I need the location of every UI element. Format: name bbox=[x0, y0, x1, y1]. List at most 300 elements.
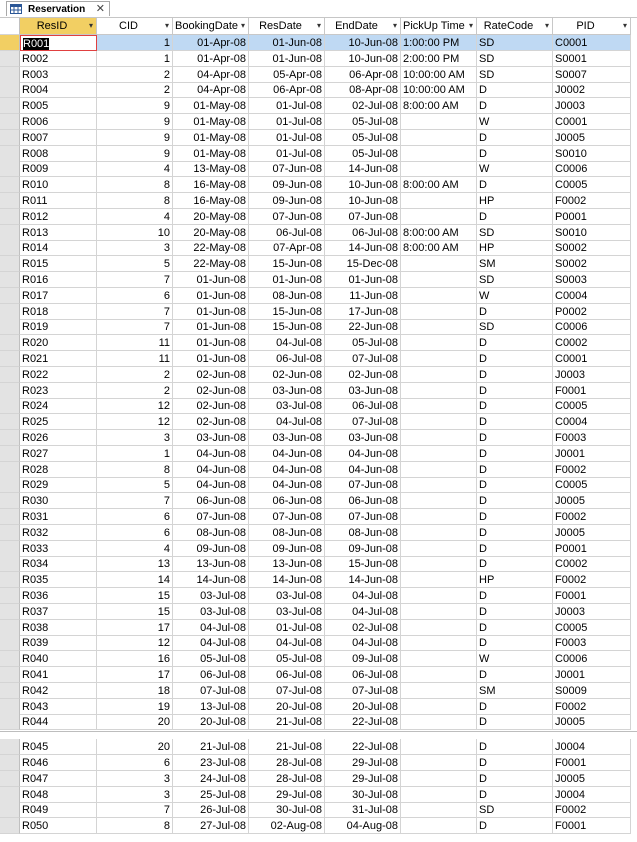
cell-resdate[interactable] bbox=[249, 319, 325, 335]
row-selector[interactable] bbox=[0, 304, 20, 320]
row-selector[interactable] bbox=[0, 493, 20, 509]
cell-resid[interactable] bbox=[20, 755, 97, 771]
cell-pid[interactable] bbox=[553, 146, 631, 162]
table-row[interactable] bbox=[0, 714, 637, 730]
cell-pickup-time[interactable] bbox=[401, 739, 477, 755]
cell-ratecode[interactable] bbox=[477, 462, 553, 478]
cell-resdate[interactable] bbox=[249, 304, 325, 320]
table-row[interactable] bbox=[0, 604, 637, 620]
cell-enddate[interactable] bbox=[325, 667, 401, 683]
cell-enddate[interactable] bbox=[325, 714, 401, 730]
cell-cid[interactable] bbox=[97, 383, 173, 399]
cell-pickup-time[interactable] bbox=[401, 509, 477, 525]
row-selector[interactable] bbox=[0, 240, 20, 256]
row-selector[interactable] bbox=[0, 604, 20, 620]
cell-pid[interactable] bbox=[553, 351, 631, 367]
table-row[interactable] bbox=[0, 98, 637, 114]
cell-enddate[interactable] bbox=[325, 51, 401, 67]
cell-ratecode[interactable] bbox=[477, 272, 553, 288]
cell-enddate[interactable] bbox=[325, 683, 401, 699]
cell-resdate[interactable] bbox=[249, 651, 325, 667]
cell-ratecode[interactable] bbox=[477, 541, 553, 557]
cell-cid[interactable] bbox=[97, 635, 173, 651]
cell-bookingdate[interactable] bbox=[173, 699, 249, 715]
filter-dropdown-icon[interactable]: ▾ bbox=[392, 21, 397, 30]
cell-ratecode[interactable] bbox=[477, 161, 553, 177]
cell-pickup-time[interactable] bbox=[401, 588, 477, 604]
cell-pid[interactable] bbox=[553, 225, 631, 241]
cell-cid[interactable] bbox=[97, 667, 173, 683]
cell-resdate[interactable] bbox=[249, 699, 325, 715]
cell-pid[interactable] bbox=[553, 572, 631, 588]
cell-ratecode[interactable] bbox=[477, 335, 553, 351]
cell-bookingdate[interactable] bbox=[173, 714, 249, 730]
cell-enddate[interactable] bbox=[325, 146, 401, 162]
table-row[interactable] bbox=[0, 256, 637, 272]
cell-pickup-time[interactable] bbox=[401, 383, 477, 399]
cell-enddate[interactable] bbox=[325, 525, 401, 541]
cell-enddate[interactable] bbox=[325, 493, 401, 509]
cell-ratecode[interactable] bbox=[477, 414, 553, 430]
select-all-corner[interactable] bbox=[0, 18, 20, 35]
cell-resid[interactable] bbox=[20, 383, 97, 399]
row-selector[interactable] bbox=[0, 225, 20, 241]
cell-pickup-time[interactable] bbox=[401, 51, 477, 67]
cell-pid[interactable] bbox=[553, 304, 631, 320]
cell-pid[interactable] bbox=[553, 509, 631, 525]
cell-resdate[interactable] bbox=[249, 588, 325, 604]
cell-cid[interactable] bbox=[97, 477, 173, 493]
row-selector[interactable] bbox=[0, 161, 20, 177]
cell-cid[interactable] bbox=[97, 193, 173, 209]
cell-pid[interactable] bbox=[553, 818, 631, 834]
cell-bookingdate[interactable] bbox=[173, 98, 249, 114]
row-selector[interactable] bbox=[0, 272, 20, 288]
cell-resdate[interactable] bbox=[249, 430, 325, 446]
cell-ratecode[interactable] bbox=[477, 146, 553, 162]
cell-resdate[interactable] bbox=[249, 67, 325, 83]
table-row[interactable] bbox=[0, 51, 637, 67]
row-selector[interactable] bbox=[0, 787, 20, 803]
cell-resid[interactable] bbox=[20, 739, 97, 755]
cell-resid[interactable] bbox=[20, 541, 97, 557]
table-row[interactable] bbox=[0, 319, 637, 335]
row-selector[interactable] bbox=[0, 35, 20, 51]
table-row[interactable] bbox=[0, 771, 637, 787]
cell-bookingdate[interactable] bbox=[173, 572, 249, 588]
cell-resid[interactable] bbox=[20, 493, 97, 509]
cell-bookingdate[interactable] bbox=[173, 177, 249, 193]
cell-cid[interactable] bbox=[97, 35, 173, 51]
table-row[interactable] bbox=[0, 739, 637, 755]
cell-ratecode[interactable] bbox=[477, 114, 553, 130]
cell-resdate[interactable] bbox=[249, 541, 325, 557]
cell-pid[interactable] bbox=[553, 604, 631, 620]
cell-cid[interactable] bbox=[97, 818, 173, 834]
column-header-resid[interactable] bbox=[20, 18, 97, 35]
cell-pickup-time[interactable] bbox=[401, 462, 477, 478]
cell-resdate[interactable] bbox=[249, 462, 325, 478]
cell-pid[interactable] bbox=[553, 683, 631, 699]
cell-pickup-time[interactable] bbox=[401, 604, 477, 620]
cell-resid[interactable] bbox=[20, 146, 97, 162]
filter-dropdown-icon[interactable]: ▾ bbox=[544, 21, 549, 30]
cell-pid[interactable] bbox=[553, 272, 631, 288]
cell-resdate[interactable] bbox=[249, 383, 325, 399]
cell-enddate[interactable] bbox=[325, 240, 401, 256]
cell-pickup-time[interactable] bbox=[401, 683, 477, 699]
cell-cid[interactable] bbox=[97, 256, 173, 272]
table-row[interactable] bbox=[0, 114, 637, 130]
cell-pid[interactable] bbox=[553, 755, 631, 771]
cell-ratecode[interactable] bbox=[477, 572, 553, 588]
cell-pickup-time[interactable] bbox=[401, 367, 477, 383]
cell-pickup-time[interactable] bbox=[401, 635, 477, 651]
cell-resid[interactable] bbox=[20, 414, 97, 430]
filter-dropdown-icon[interactable]: ▾ bbox=[622, 21, 627, 30]
cell-resid[interactable] bbox=[20, 651, 97, 667]
row-selector[interactable] bbox=[0, 130, 20, 146]
cell-ratecode[interactable] bbox=[477, 818, 553, 834]
cell-ratecode[interactable] bbox=[477, 67, 553, 83]
cell-pickup-time[interactable] bbox=[401, 240, 477, 256]
cell-bookingdate[interactable] bbox=[173, 35, 249, 51]
row-selector[interactable] bbox=[0, 818, 20, 834]
cell-pid[interactable] bbox=[553, 367, 631, 383]
filter-dropdown-icon[interactable]: ▾ bbox=[88, 21, 93, 30]
cell-pickup-time[interactable] bbox=[401, 525, 477, 541]
cell-resid[interactable] bbox=[20, 525, 97, 541]
row-selector[interactable] bbox=[0, 525, 20, 541]
cell-enddate[interactable] bbox=[325, 398, 401, 414]
row-selector[interactable] bbox=[0, 288, 20, 304]
cell-pickup-time[interactable] bbox=[401, 556, 477, 572]
cell-pickup-time[interactable] bbox=[401, 288, 477, 304]
row-selector[interactable] bbox=[0, 446, 20, 462]
cell-bookingdate[interactable] bbox=[173, 225, 249, 241]
cell-enddate[interactable] bbox=[325, 272, 401, 288]
cell-pid[interactable] bbox=[553, 256, 631, 272]
cell-bookingdate[interactable] bbox=[173, 755, 249, 771]
table-row[interactable] bbox=[0, 146, 637, 162]
cell-bookingdate[interactable] bbox=[173, 541, 249, 557]
cell-resdate[interactable] bbox=[249, 604, 325, 620]
cell-resdate[interactable] bbox=[249, 414, 325, 430]
cell-cid[interactable] bbox=[97, 493, 173, 509]
cell-resid[interactable] bbox=[20, 556, 97, 572]
cell-pickup-time[interactable] bbox=[401, 98, 477, 114]
table-row[interactable] bbox=[0, 414, 637, 430]
cell-resid[interactable] bbox=[20, 35, 97, 51]
cell-enddate[interactable] bbox=[325, 193, 401, 209]
cell-pid[interactable] bbox=[553, 802, 631, 818]
cell-pickup-time[interactable] bbox=[401, 398, 477, 414]
cell-pid[interactable] bbox=[553, 51, 631, 67]
row-selector[interactable] bbox=[0, 771, 20, 787]
cell-pickup-time[interactable] bbox=[401, 541, 477, 557]
cell-resdate[interactable] bbox=[249, 272, 325, 288]
cell-ratecode[interactable] bbox=[477, 755, 553, 771]
cell-enddate[interactable] bbox=[325, 414, 401, 430]
row-selector[interactable] bbox=[0, 509, 20, 525]
cell-enddate[interactable] bbox=[325, 430, 401, 446]
cell-ratecode[interactable] bbox=[477, 588, 553, 604]
cell-pid[interactable] bbox=[553, 620, 631, 636]
cell-cid[interactable] bbox=[97, 683, 173, 699]
cell-pid[interactable] bbox=[553, 430, 631, 446]
cell-ratecode[interactable] bbox=[477, 802, 553, 818]
cell-pickup-time[interactable] bbox=[401, 572, 477, 588]
cell-resdate[interactable] bbox=[249, 209, 325, 225]
cell-cid[interactable] bbox=[97, 699, 173, 715]
row-selector[interactable] bbox=[0, 414, 20, 430]
table-row[interactable] bbox=[0, 667, 637, 683]
row-selector[interactable] bbox=[0, 67, 20, 83]
cell-enddate[interactable] bbox=[325, 802, 401, 818]
column-header-pid[interactable] bbox=[553, 18, 631, 35]
cell-enddate[interactable] bbox=[325, 635, 401, 651]
cell-cid[interactable] bbox=[97, 771, 173, 787]
cell-resid[interactable] bbox=[20, 683, 97, 699]
cell-bookingdate[interactable] bbox=[173, 67, 249, 83]
cell-enddate[interactable] bbox=[325, 351, 401, 367]
cell-bookingdate[interactable] bbox=[173, 556, 249, 572]
cell-resid[interactable] bbox=[20, 477, 97, 493]
table-row[interactable] bbox=[0, 430, 637, 446]
cell-cid[interactable] bbox=[97, 240, 173, 256]
cell-resid[interactable] bbox=[20, 787, 97, 803]
cell-resdate[interactable] bbox=[249, 802, 325, 818]
cell-enddate[interactable] bbox=[325, 620, 401, 636]
cell-enddate[interactable] bbox=[325, 177, 401, 193]
cell-bookingdate[interactable] bbox=[173, 683, 249, 699]
row-selector[interactable] bbox=[0, 556, 20, 572]
cell-ratecode[interactable] bbox=[477, 667, 553, 683]
cell-pid[interactable] bbox=[553, 477, 631, 493]
cell-ratecode[interactable] bbox=[477, 209, 553, 225]
cell-enddate[interactable] bbox=[325, 699, 401, 715]
cell-pickup-time[interactable] bbox=[401, 787, 477, 803]
cell-resid[interactable] bbox=[20, 240, 97, 256]
cell-pid[interactable] bbox=[553, 130, 631, 146]
table-row[interactable] bbox=[0, 651, 637, 667]
cell-cid[interactable] bbox=[97, 304, 173, 320]
cell-pickup-time[interactable] bbox=[401, 414, 477, 430]
cell-pid[interactable] bbox=[553, 114, 631, 130]
table-row[interactable] bbox=[0, 272, 637, 288]
cell-enddate[interactable] bbox=[325, 209, 401, 225]
cell-bookingdate[interactable] bbox=[173, 193, 249, 209]
cell-bookingdate[interactable] bbox=[173, 430, 249, 446]
cell-ratecode[interactable] bbox=[477, 446, 553, 462]
table-row[interactable] bbox=[0, 477, 637, 493]
cell-pid[interactable] bbox=[553, 525, 631, 541]
column-header-bookingdate[interactable] bbox=[173, 18, 249, 35]
cell-resid[interactable] bbox=[20, 351, 97, 367]
cell-pickup-time[interactable] bbox=[401, 699, 477, 715]
cell-resdate[interactable] bbox=[249, 335, 325, 351]
cell-resid[interactable] bbox=[20, 699, 97, 715]
cell-resdate[interactable] bbox=[249, 525, 325, 541]
cell-pickup-time[interactable] bbox=[401, 146, 477, 162]
table-row[interactable] bbox=[0, 755, 637, 771]
cell-cid[interactable] bbox=[97, 414, 173, 430]
cell-resdate[interactable] bbox=[249, 446, 325, 462]
cell-resid[interactable] bbox=[20, 98, 97, 114]
cell-enddate[interactable] bbox=[325, 541, 401, 557]
cell-resid[interactable] bbox=[20, 667, 97, 683]
cell-pid[interactable] bbox=[553, 193, 631, 209]
row-selector[interactable] bbox=[0, 193, 20, 209]
cell-resid[interactable] bbox=[20, 509, 97, 525]
cell-enddate[interactable] bbox=[325, 755, 401, 771]
cell-resid[interactable] bbox=[20, 51, 97, 67]
cell-pickup-time[interactable] bbox=[401, 67, 477, 83]
cell-resid[interactable] bbox=[20, 398, 97, 414]
cell-bookingdate[interactable] bbox=[173, 161, 249, 177]
cell-ratecode[interactable] bbox=[477, 240, 553, 256]
cell-cid[interactable] bbox=[97, 130, 173, 146]
row-selector[interactable] bbox=[0, 739, 20, 755]
cell-bookingdate[interactable] bbox=[173, 256, 249, 272]
cell-enddate[interactable] bbox=[325, 114, 401, 130]
table-row[interactable] bbox=[0, 130, 637, 146]
table-row[interactable] bbox=[0, 818, 637, 834]
cell-ratecode[interactable] bbox=[477, 193, 553, 209]
cell-cid[interactable] bbox=[97, 739, 173, 755]
cell-pid[interactable] bbox=[553, 161, 631, 177]
cell-resdate[interactable] bbox=[249, 755, 325, 771]
table-row[interactable] bbox=[0, 556, 637, 572]
cell-resid[interactable] bbox=[20, 304, 97, 320]
cell-bookingdate[interactable] bbox=[173, 146, 249, 162]
row-selector[interactable] bbox=[0, 572, 20, 588]
cell-enddate[interactable] bbox=[325, 98, 401, 114]
cell-pid[interactable] bbox=[553, 714, 631, 730]
cell-enddate[interactable] bbox=[325, 477, 401, 493]
filter-dropdown-icon[interactable]: ▾ bbox=[468, 21, 473, 30]
cell-ratecode[interactable] bbox=[477, 714, 553, 730]
cell-cid[interactable] bbox=[97, 272, 173, 288]
cell-resdate[interactable] bbox=[249, 739, 325, 755]
cell-pickup-time[interactable] bbox=[401, 114, 477, 130]
cell-pickup-time[interactable] bbox=[401, 272, 477, 288]
cell-cid[interactable] bbox=[97, 319, 173, 335]
cell-resdate[interactable] bbox=[249, 82, 325, 98]
cell-enddate[interactable] bbox=[325, 462, 401, 478]
cell-pid[interactable] bbox=[553, 319, 631, 335]
row-selector[interactable] bbox=[0, 802, 20, 818]
tab-reservation[interactable] bbox=[6, 1, 110, 16]
cell-pickup-time[interactable] bbox=[401, 130, 477, 146]
cell-bookingdate[interactable] bbox=[173, 818, 249, 834]
cell-bookingdate[interactable] bbox=[173, 351, 249, 367]
table-row[interactable] bbox=[0, 620, 637, 636]
cell-pid[interactable] bbox=[553, 541, 631, 557]
row-selector[interactable] bbox=[0, 683, 20, 699]
column-header-pickup-time[interactable] bbox=[401, 18, 477, 35]
cell-pickup-time[interactable] bbox=[401, 256, 477, 272]
cell-resid[interactable] bbox=[20, 462, 97, 478]
close-icon[interactable]: ✕ bbox=[95, 3, 105, 15]
table-row[interactable] bbox=[0, 525, 637, 541]
cell-pickup-time[interactable] bbox=[401, 351, 477, 367]
cell-bookingdate[interactable] bbox=[173, 398, 249, 414]
cell-ratecode[interactable] bbox=[477, 35, 553, 51]
cell-ratecode[interactable] bbox=[477, 130, 553, 146]
cell-cid[interactable] bbox=[97, 367, 173, 383]
column-header-enddate[interactable] bbox=[325, 18, 401, 35]
cell-pickup-time[interactable] bbox=[401, 667, 477, 683]
cell-enddate[interactable] bbox=[325, 67, 401, 83]
table-row[interactable] bbox=[0, 683, 637, 699]
table-row[interactable] bbox=[0, 588, 637, 604]
cell-pickup-time[interactable] bbox=[401, 493, 477, 509]
table-row[interactable] bbox=[0, 288, 637, 304]
row-selector[interactable] bbox=[0, 620, 20, 636]
cell-bookingdate[interactable] bbox=[173, 525, 249, 541]
table-row[interactable] bbox=[0, 509, 637, 525]
cell-resid[interactable] bbox=[20, 635, 97, 651]
cell-cid[interactable] bbox=[97, 462, 173, 478]
cell-ratecode[interactable] bbox=[477, 304, 553, 320]
row-selector[interactable] bbox=[0, 51, 20, 67]
cell-cid[interactable] bbox=[97, 572, 173, 588]
cell-bookingdate[interactable] bbox=[173, 240, 249, 256]
cell-cid[interactable] bbox=[97, 82, 173, 98]
cell-cid[interactable] bbox=[97, 146, 173, 162]
cell-enddate[interactable] bbox=[325, 335, 401, 351]
column-header-resdate[interactable] bbox=[249, 18, 325, 35]
table-row[interactable] bbox=[0, 177, 637, 193]
cell-pickup-time[interactable] bbox=[401, 35, 477, 51]
cell-resdate[interactable] bbox=[249, 714, 325, 730]
cell-pid[interactable] bbox=[553, 288, 631, 304]
row-selector[interactable] bbox=[0, 541, 20, 557]
cell-bookingdate[interactable] bbox=[173, 288, 249, 304]
cell-ratecode[interactable] bbox=[477, 787, 553, 803]
cell-resid[interactable] bbox=[20, 161, 97, 177]
filter-dropdown-icon[interactable]: ▾ bbox=[164, 21, 169, 30]
cell-pid[interactable] bbox=[553, 493, 631, 509]
column-header-ratecode[interactable] bbox=[477, 18, 553, 35]
cell-pid[interactable] bbox=[553, 651, 631, 667]
cell-bookingdate[interactable] bbox=[173, 771, 249, 787]
cell-bookingdate[interactable] bbox=[173, 588, 249, 604]
cell-enddate[interactable] bbox=[325, 130, 401, 146]
cell-cid[interactable] bbox=[97, 787, 173, 803]
row-selector[interactable] bbox=[0, 98, 20, 114]
cell-resdate[interactable] bbox=[249, 256, 325, 272]
table-row[interactable] bbox=[0, 398, 637, 414]
cell-resdate[interactable] bbox=[249, 288, 325, 304]
cell-pid[interactable] bbox=[553, 787, 631, 803]
table-row[interactable] bbox=[0, 802, 637, 818]
cell-cid[interactable] bbox=[97, 177, 173, 193]
cell-resdate[interactable] bbox=[249, 620, 325, 636]
cell-ratecode[interactable] bbox=[477, 319, 553, 335]
filter-dropdown-icon[interactable]: ▾ bbox=[240, 21, 245, 30]
table-row[interactable] bbox=[0, 335, 637, 351]
cell-resid[interactable] bbox=[20, 620, 97, 636]
cell-resid[interactable] bbox=[20, 114, 97, 130]
row-selector[interactable] bbox=[0, 319, 20, 335]
cell-resid[interactable] bbox=[20, 604, 97, 620]
cell-bookingdate[interactable] bbox=[173, 604, 249, 620]
cell-pickup-time[interactable] bbox=[401, 82, 477, 98]
cell-resid[interactable] bbox=[20, 288, 97, 304]
cell-ratecode[interactable] bbox=[477, 288, 553, 304]
